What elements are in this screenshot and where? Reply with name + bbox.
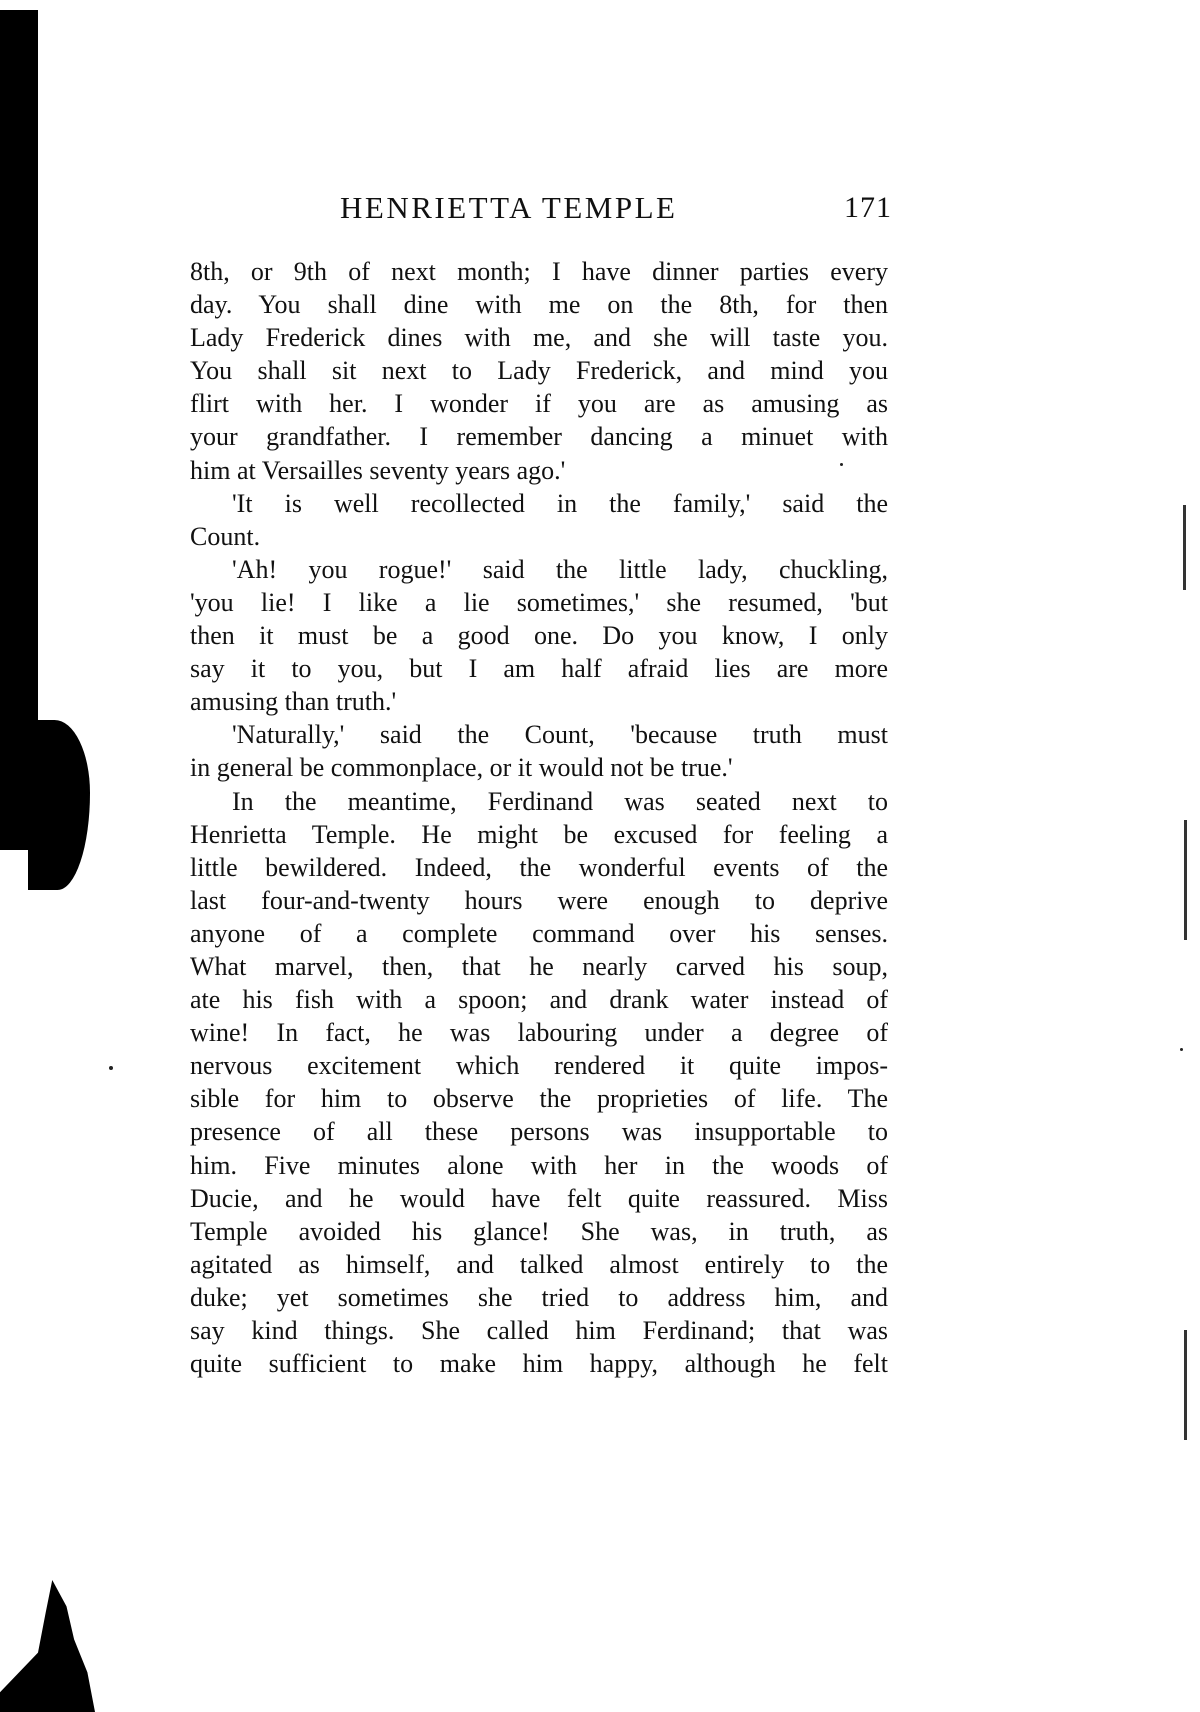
text-line: You shall sit next to Lady Frederick, and mind you (190, 356, 888, 386)
gutter-shadow-bottom (0, 1580, 95, 1712)
text-line: in general be commonplace, or it would not be true.' (190, 753, 733, 783)
text-line: anyone of a complete command over his senses. (190, 918, 888, 948)
speck (1180, 1048, 1183, 1051)
text-line: 8th, or 9th of next month; I have dinner parties every (190, 257, 888, 286)
body-text (190, 255, 888, 1380)
text-line: wine! In fact, he was labouring under a degree of (190, 1018, 888, 1048)
text-line: presence of all these persons was insupportable to (190, 1117, 888, 1147)
text-line: your grandfather. I remember dancing a minuet with (190, 422, 888, 452)
text-line: Temple avoided his glance! She was, in truth, as (190, 1216, 888, 1246)
text-line: him. Five minutes alone with her in the woods of (190, 1150, 888, 1180)
text-line: say kind things. She called him Ferdinand; that was (190, 1316, 888, 1345)
text-line: sible for him to observe the proprieties of life. The (190, 1084, 888, 1114)
text-line: amusing than truth.' (190, 687, 397, 717)
text-line: Ducie, and he would have felt quite reassured. Miss (190, 1183, 888, 1213)
page-number: 171 (844, 191, 892, 224)
edge-mark (1183, 505, 1186, 590)
text-line: him at Versailles seventy years ago.' (190, 455, 566, 485)
edge-mark (1184, 820, 1187, 940)
text-line: What marvel, then, that he nearly carved his soup, (190, 951, 888, 981)
running-title: HENRIETTA TEMPLE (340, 190, 678, 225)
text-line: say it to you, but I am half afraid lies are more (190, 654, 888, 684)
text-line: Count. (190, 521, 261, 551)
text-line: Henrietta Temple. He might be excused for feeling a (190, 819, 888, 849)
text-line: then it must be a good one. Do you know, I only (190, 621, 888, 651)
text-line: flirt with her. I wonder if you are as amusing as (190, 389, 888, 419)
text-line: 'It is well recollected in the family,' said the (232, 488, 888, 518)
text-line: little bewildered. Indeed, the wonderful events of the (190, 852, 888, 882)
text-line: agitated as himself, and talked almost entirely to the (190, 1249, 888, 1279)
text-line: 'Ah! you rogue!' said the little lady, chuckling, (232, 554, 888, 584)
text-line: day. You shall dine with me on the 8th, for then (190, 290, 888, 320)
speck (109, 1066, 113, 1070)
text-line: Lady Frederick dines with me, and she will taste you. (190, 323, 888, 353)
text-line: duke; yet sometimes she tried to address him, and (190, 1282, 888, 1312)
edge-mark (1184, 1330, 1187, 1440)
text-line: quite sufficient to make him happy, although he felt (190, 1349, 888, 1379)
gutter-shadow-blob (28, 720, 90, 890)
text-line: 'you lie! I like a lie sometimes,' she resumed, 'but (190, 587, 888, 617)
text-line: ate his fish with a spoon; and drank water instead of (190, 985, 888, 1015)
text-line: In the meantime, Ferdinand was seated next to (232, 786, 888, 816)
text-line: last four-and-twenty hours were enough to deprive (190, 885, 888, 915)
running-header (340, 186, 892, 230)
text-line: 'Naturally,' said the Count, 'because truth must (232, 720, 888, 750)
text-line: nervous excitement which rendered it quite impos- (190, 1051, 888, 1081)
